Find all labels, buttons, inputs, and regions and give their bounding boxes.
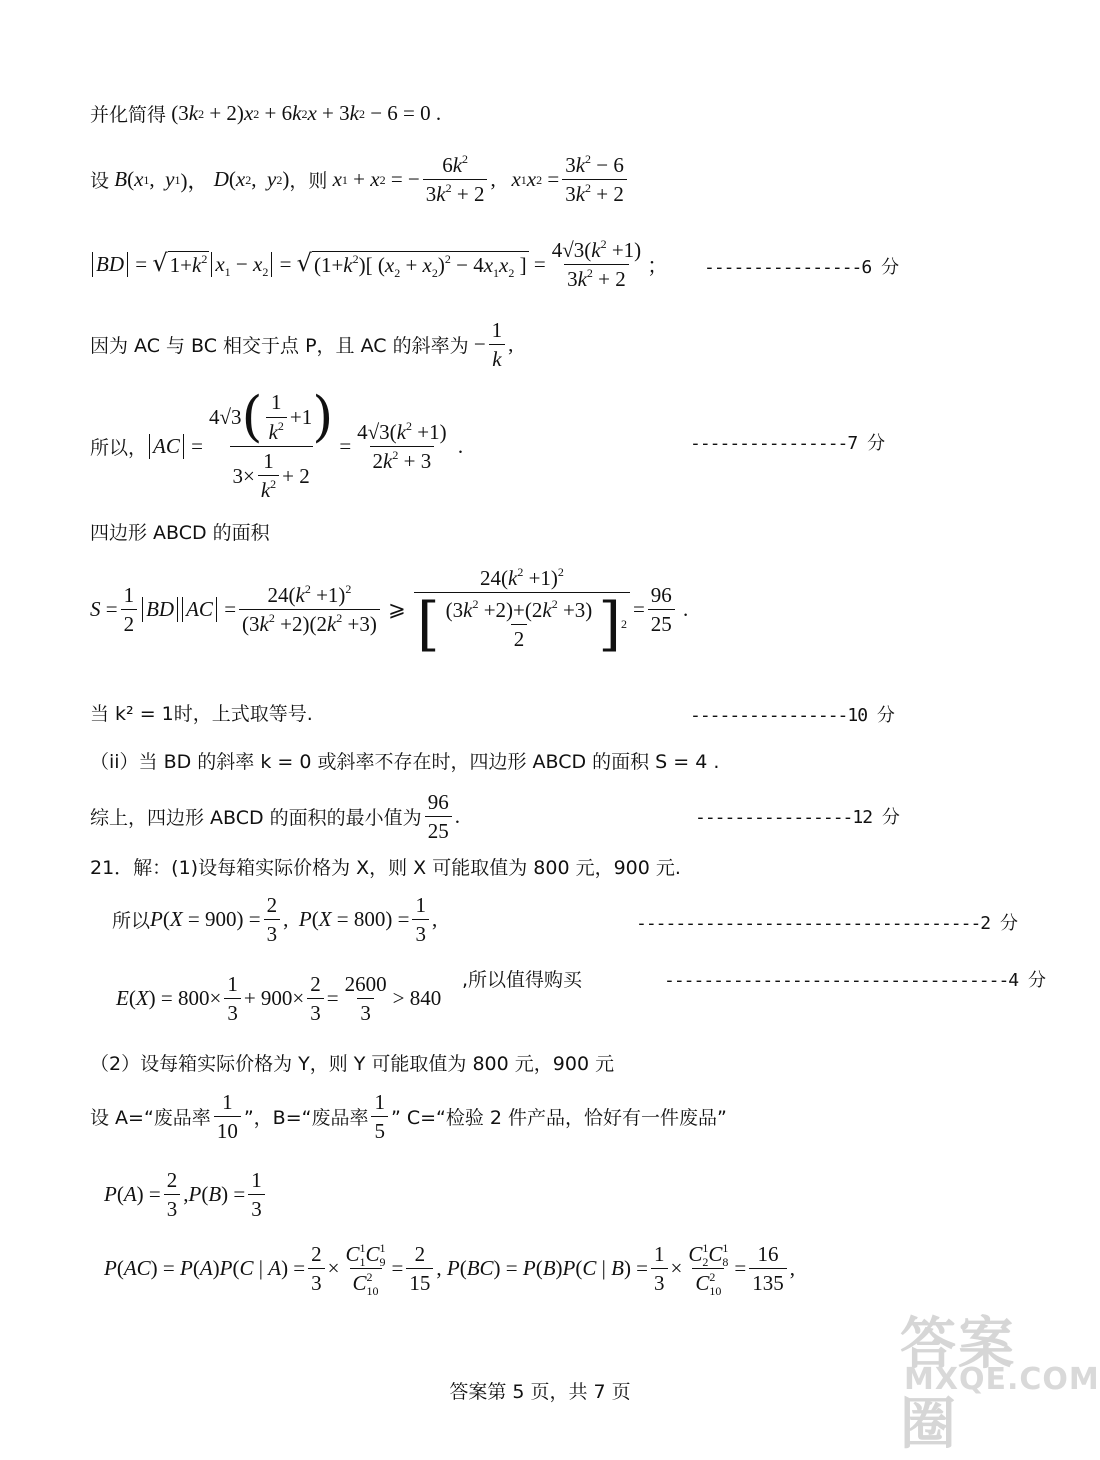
equation-line-2: 设 B ( x 1 , y 1 )， D ( x 2 , y 2 ) ，则 x 1 + x 2 = − $\frac{6k^2}{3k^2 + 2}$ , x 1 x 2 = $\frac{3k^2 - 6}{3k^2 + 2}$ [90,153,630,206]
score-6 [704,253,898,279]
text-then: ，则 [289,170,328,193]
text-simplify: 并化简得 [90,104,167,126]
equation-line-16: P ( A ) = $\frac{2}{3}$ , P ( B ) = $\frac{1}{3}$ [104,1168,268,1221]
equation-line-17: P ( AC ) = P ( A ) P ( C | A ) = $\frac{2}{3}$ × $\frac{C^1_1C^1_9}{C^2_{10}}$ = $\frac{2}{15}$ , P ( BC ) = P ( B ) P ( C | B ) = $\frac{1}{3}$ × $\frac{C^1_2C^1_8}{C^2_{10}}$ = $\frac{16}{135}$ , [104,1241,795,1299]
score-12-text: ----------------12 分 [695,807,899,828]
score-4-text: -----------------------------------4 分 [664,970,1045,991]
text-event-b: ”，B=“废品率 [243,1107,369,1130]
equation-line-11 [90,853,681,880]
equation-line-8 [90,699,313,726]
text-so-2: 所以 [112,910,151,933]
equation-line-6 [90,518,270,545]
page-footer: 答案第 5 页，共 7 页 [449,1381,631,1403]
score-4 [664,966,1045,992]
equation-line-1: 并化简得 (3 k 2 + 2) x 2 + 6 k 2 x + 3 k 2 − 6 = 0 . [90,101,442,126]
text-event-c: ” C=“检验 2 件产品，恰好有一件废品” [390,1107,727,1130]
score-12 [695,803,899,829]
text-q21-2: （2）设每箱实际价格为 Y，则 Y 可能取值为 800 元，900 元 [90,1053,615,1075]
equation-line-13: E ( X ) = 800× $\frac{1}{3}$ + 900× $\frac{2}{3}$ = $\frac{2600}{3}$ > 840 [116,972,442,1026]
text-slope: 因为 AC 与 BC 相交于点 P，且 AC 的斜率为 [90,335,469,358]
text-equality: 当 k² = 1时，上式取等号. [90,703,313,725]
equation-line-15: 设 A=“废品率 $\frac{1}{10}$ ”，B=“废品率 $\frac{1}{5}$ ” C=“检验 2 件产品，恰好有一件废品” [90,1090,727,1144]
equation-line-9 [90,747,719,774]
text-case-ii: （ii）当 BD 的斜率 k = 0 或斜率不存在时，四边形 ABCD 的面积 S = 4 . [90,751,720,773]
equation-line-4: 因为 AC 与 BC 相交于点 P，且 AC 的斜率为 − $\frac{1}{k}$ , [90,318,514,372]
text-conclusion: 综上，四边形 ABCD 的面积的最小值为 [90,807,422,830]
text-worth-buying: ,所以值得购买 [462,969,583,991]
text-area: 四边形 ABCD 的面积 [90,522,270,544]
text-event-a: 设 A=“废品率 [90,1107,211,1130]
watermark-line-1: 答案圈 [900,1312,1016,1457]
text-q21: 21．解：(1)设每箱实际价格为 X，则 X 可能取值为 800 元，900 元. [90,857,681,879]
watermark-line-2: MXQE.COM [904,1362,1100,1397]
score-6-text: ----------------6 分 [704,257,899,278]
text-set: 设 [90,170,110,193]
score-7 [690,429,884,455]
score-2-text: -----------------------------------2 分 [636,913,1017,934]
score-7-text: ----------------7 分 [690,433,885,454]
equation-line-3: BD = √ $1+k^2$ $x_1 - x_2$ = √ $(1+k^2)$[ $(x_2 + x_2)^2 - 4x_1x_2$ ] = $\frac{4√3(k^2 +1)}{3k^2 + 2}$ ； [90,238,668,291]
score-10 [690,701,894,727]
equation-line-7: S = $\frac{1}{2}$ BD AC = $\frac{24(k^2 +1)^2}{(3k^2 +2)(2k^2 +3)}$ ⩾ $24(k^2 +1)^2$ [ $\frac{(3k^2 +2)+(2k^2 +3)}{2}$ ] 2 = $\frac{96}{25}$ . [90,565,689,659]
equation-line-10: 综上，四边形 ABCD 的面积的最小值为 $\frac{96}{25}$ . [90,790,460,844]
score-2 [636,909,1017,935]
score-10-text: ----------------10 分 [690,705,894,726]
equation-line-13-note [462,965,582,992]
equation-line-5: 所以， AC = 4√3 ( $\frac{1}{k^2}$ +1 ) 3× $\frac{1}{k^2}$ + 2 = $\frac{4√3(k^2 +1)}{2k^2 + 3}$ . [90,385,464,503]
text-so: 所以， [90,436,148,459]
equation-line-14 [90,1049,614,1076]
equation-line-12: 所以 P ( X = 900) = $\frac{2}{3}$ , P ( X = 800) = $\frac{1}{3}$ , [112,893,438,947]
